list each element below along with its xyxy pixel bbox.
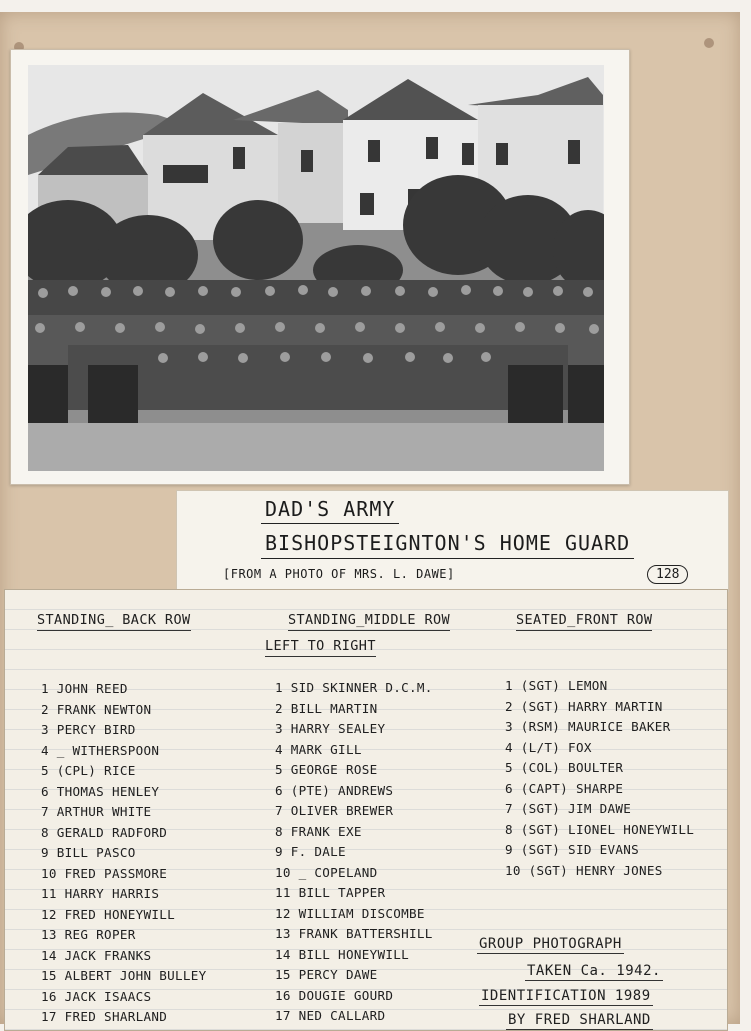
- list-item: 15 PERCY DAWE: [275, 967, 378, 982]
- list-item: 5 (COL) BOULTER: [505, 760, 624, 775]
- note-identified-by: BY FRED SHARLAND: [508, 1012, 651, 1028]
- list-item: 17 FRED SHARLAND: [41, 1009, 168, 1024]
- caption-subtitle: BISHOPSTEIGNTON'S HOME GUARD: [265, 531, 631, 555]
- list-item: 16 JACK ISAACS: [41, 988, 152, 1004]
- list-item: 2 FRANK NEWTON: [41, 701, 152, 717]
- list-item: 7 OLIVER BREWER: [275, 803, 394, 818]
- heading-back-row: STANDING_ BACK ROW: [37, 612, 191, 628]
- list-item: 9 BILL PASCO: [41, 845, 136, 860]
- list-item: 11 BILL TAPPER: [275, 885, 386, 900]
- photo-mount: [10, 49, 630, 485]
- photo-illustration: [28, 65, 604, 471]
- list-item: 7 ARTHUR WHITE: [41, 804, 152, 819]
- list-item: 10 _ COPELAND: [275, 864, 378, 880]
- middle-row-list: [275, 678, 433, 1027]
- caption-source: [FROM A PHOTO OF MRS. L. DAWE]: [223, 567, 455, 581]
- list-item: 12 FRED HONEYWILL: [41, 906, 175, 922]
- list-item: 3 PERCY BIRD: [41, 722, 136, 737]
- caption-title: DAD'S ARMY: [265, 497, 396, 521]
- list-item: 17 NED CALLARD: [275, 1008, 386, 1023]
- note-group-photograph: GROUP PHOTOGRAPH: [479, 936, 622, 952]
- back-row-list: [41, 679, 207, 1028]
- list-item: 16 DOUGIE GOURD: [275, 987, 394, 1003]
- heading-left-to-right: LEFT TO RIGHT: [265, 638, 376, 654]
- heading-middle-row: STANDING_MIDDLE ROW: [288, 612, 451, 628]
- list-item: 11 HARRY HARRIS: [41, 886, 160, 901]
- list-item: 9 (SGT) SID EVANS: [505, 842, 639, 857]
- list-item: 15 ALBERT JOHN BULLEY: [41, 968, 207, 983]
- list-item: 13 REG ROPER: [41, 927, 136, 942]
- list-item: 4 (L/T) FOX: [505, 739, 592, 755]
- list-item: 13 FRANK BATTERSHILL: [275, 926, 433, 941]
- photo-lawn: [28, 423, 604, 471]
- list-item: 6 THOMAS HENLEY: [41, 783, 160, 799]
- list-item: 1 SID SKINNER D.C.M.: [275, 680, 433, 695]
- list-item: 3 (RSM) MAURICE BAKER: [505, 719, 671, 734]
- caption-card: [176, 490, 729, 592]
- list-item: 9 F. DALE: [275, 844, 346, 859]
- list-item: 10 FRED PASSMORE: [41, 865, 168, 881]
- list-item: 14 JACK FRANKS: [41, 947, 152, 963]
- list-item: 6 (CAPT) SHARPE: [505, 780, 624, 796]
- front-row-list: [505, 676, 694, 881]
- list-item: 4 _ WITHERSPOON: [41, 742, 160, 758]
- heading-front-row: SEATED_FRONT ROW: [516, 612, 653, 628]
- note-taken-date: TAKEN Ca. 1942.: [527, 963, 661, 979]
- list-item: 8 GERALD RADFORD: [41, 824, 168, 840]
- list-item: 8 FRANK EXE: [275, 823, 362, 839]
- list-item: 1 (SGT) LEMON: [505, 678, 608, 693]
- names-sheet: [4, 589, 728, 1031]
- list-item: 2 (SGT) HARRY MARTIN: [505, 698, 663, 714]
- home-guard-group-photo: [28, 65, 604, 471]
- list-item: 5 GEORGE ROSE: [275, 762, 378, 777]
- list-item: 4 MARK GILL: [275, 741, 362, 757]
- list-item: 8 (SGT) LIONEL HONEYWILL: [505, 821, 695, 837]
- list-item: 2 BILL MARTIN: [275, 700, 378, 716]
- list-item: 10 (SGT) HENRY JONES: [505, 862, 663, 878]
- list-item: 6 (PTE) ANDREWS: [275, 782, 394, 798]
- note-identification: IDENTIFICATION 1989: [481, 988, 651, 1004]
- list-item: 12 WILLIAM DISCOMBE: [275, 905, 425, 921]
- caption-number: 128: [647, 565, 688, 584]
- list-item: 1 JOHN REED: [41, 681, 128, 696]
- list-item: 3 HARRY SEALEY: [275, 721, 386, 736]
- photo-soldiers: [28, 280, 604, 425]
- list-item: 7 (SGT) JIM DAWE: [505, 801, 632, 816]
- corner-pin-right: [704, 38, 714, 48]
- list-item: 5 (CPL) RICE: [41, 763, 136, 778]
- list-item: 14 BILL HONEYWILL: [275, 946, 409, 962]
